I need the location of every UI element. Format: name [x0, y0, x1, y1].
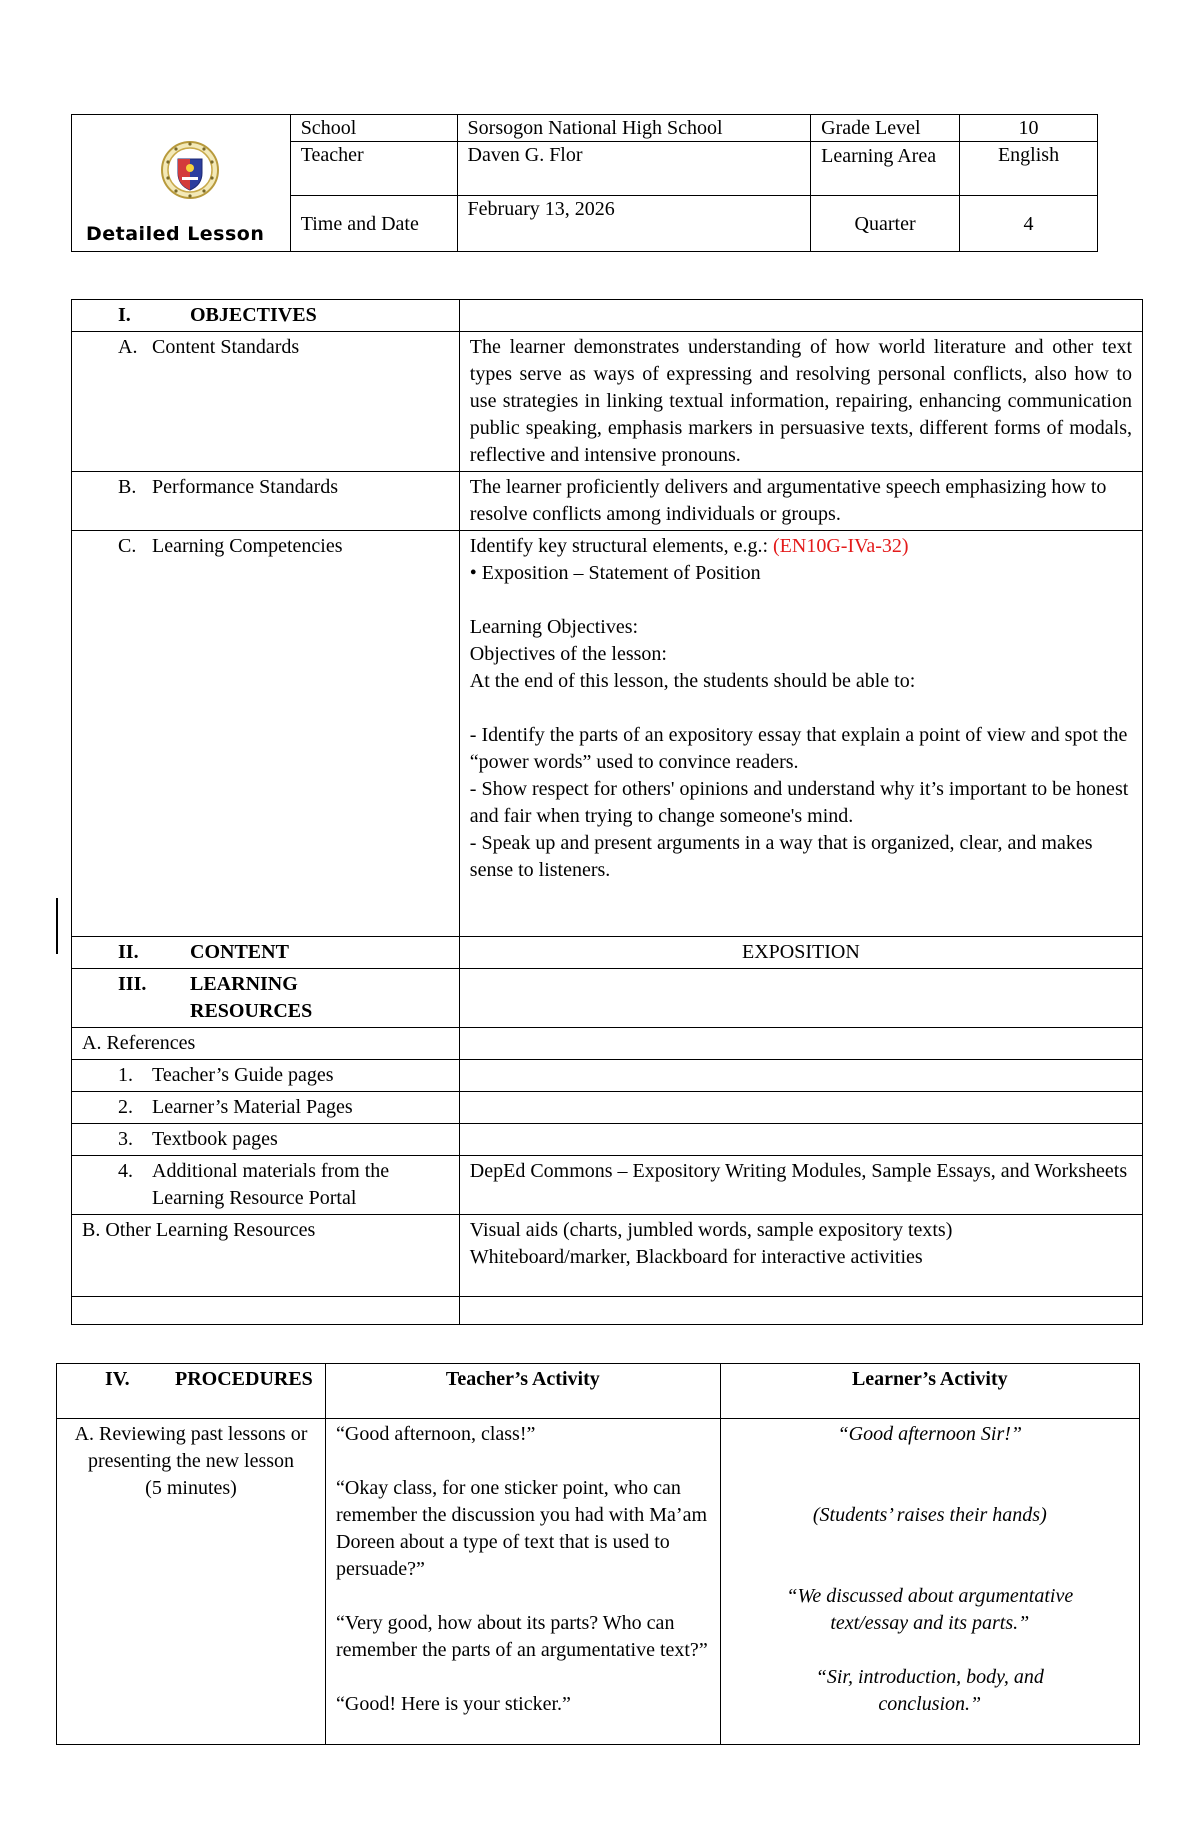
competency-code: (EN10G-IVa-32) [773, 535, 909, 557]
resources-heading: III. LEARNING RESOURCES [72, 969, 460, 1028]
learner-activity-header: Learner’s Activity [720, 1364, 1139, 1419]
quarter-value: 4 [960, 196, 1098, 252]
references-value [459, 1028, 1142, 1060]
learning-competencies-label: C. Learning Competencies [72, 531, 460, 937]
school-value: Sorsogon National High School [457, 115, 811, 142]
learner-activity: “Good afternoon Sir!” (Students’ raises their hands) “We discussed about argumentative text/essay and its parts.” “Sir, introduction, body, and conclusion.” [720, 1419, 1139, 1745]
other-resources-value: Visual aids (charts, jumbled words, sample expository texts) Whiteboard/marker, Blackboard for interactive activities [459, 1215, 1142, 1297]
objectives-heading: I. OBJECTIVES [72, 300, 460, 332]
performance-standards-text: The learner proficiently delivers and argumentative speech emphasizing how to resolve conflicts among individuals or groups. [459, 472, 1142, 531]
objective-item: - Show respect for others' opinions and understand why it’s important to be honest and fair when trying to change someone's mind. [469, 778, 1129, 827]
references-label: A. References [72, 1028, 460, 1060]
procedures-heading: IV. PROCEDURES [57, 1364, 326, 1419]
teacher-activity: “Good afternoon, class!” “Okay class, for one sticker point, who can remember the discussion you had with Ma’am Doreen about a type of text that is used to persuade?” “Very good, how about its parts? Who can remember the parts of an argumentative text?” “Good! Here is your sticker.” [326, 1419, 721, 1745]
area-value: English [960, 142, 1098, 196]
resource-item: 3. Textbook pages [72, 1124, 460, 1156]
objective-item: - Speak up and present arguments in a way that is organized, clear, and makes sense to listeners. [469, 832, 1093, 881]
time-label: Time and Date [290, 196, 457, 252]
school-label: School [290, 115, 457, 142]
grade-value: 10 [960, 115, 1098, 142]
resources-heading-value [459, 969, 1142, 1028]
header-table [71, 114, 1098, 252]
performance-standards-label: B. Performance Standards [72, 472, 460, 531]
content-standards-text: The learner demonstrates understanding of how world literature and other text types serve as ways of expressing and resolving personal conflicts, also how to use strategies in linking textual information, repairing, enhancing communication public speaking, emphasis markers in persuasive texts, different forms of modals, reflective and intensive pronouns. [459, 332, 1142, 472]
quarter-label: Quarter [811, 196, 960, 252]
teacher-value: Daven G. Flor [457, 142, 811, 196]
logo-cell [72, 115, 291, 252]
objective-item: - Identify the parts of an expository essay that explain a point of view and spot the “power words” used to convince readers. [469, 724, 1128, 773]
resource-item-value [459, 1092, 1142, 1124]
content-heading: II. CONTENT [72, 937, 460, 969]
procedures-table [56, 1363, 1140, 1745]
content-value: EXPOSITION [459, 937, 1142, 969]
resource-item: 2. Learner’s Material Pages [72, 1092, 460, 1124]
resource-item: 1. Teacher’s Guide pages [72, 1060, 460, 1092]
other-resources-label: B. Other Learning Resources [72, 1215, 460, 1297]
empty-cell [459, 1297, 1142, 1325]
area-label: Learning Area [811, 142, 960, 196]
empty-cell [72, 1297, 460, 1325]
objectives-heading-value [459, 300, 1142, 332]
time-value: February 13, 2026 [457, 196, 811, 252]
resource-item-value [459, 1060, 1142, 1092]
content-standards-label: A. Content Standards [72, 332, 460, 472]
lesson-plan-table [71, 299, 1143, 1325]
grade-label: Grade Level [811, 115, 960, 142]
doc-label: Detailed Lesson [86, 223, 265, 245]
resource-item-value [459, 1124, 1142, 1156]
resource-item: 4. Additional materials from the Learning Resource Portal [72, 1156, 460, 1215]
text-cursor-mark [56, 898, 58, 954]
step-a-label: A. Reviewing past lessons or presenting the new lesson (5 minutes) [57, 1419, 326, 1745]
resource-item-value: DepEd Commons – Expository Writing Modules, Sample Essays, and Worksheets [459, 1156, 1142, 1215]
teacher-label: Teacher [290, 142, 457, 196]
learning-competencies-text: Identify key structural elements, e.g.: (EN10G-IVa-32) • Exposition – Statement of Position Learning Objectives: Objectives of the lesson: At the end of this lesson, the students should be able to: - Identify the parts of an expository essay that explain a point of view and spot the “power words” used to convince readers. - Show respect for others' opinions and understand why it’s important to be honest and fair when trying to change someone's mind. - Speak up and present arguments in a way that is organized, clear, and makes sense to listeners. [459, 531, 1142, 937]
teacher-activity-header: Teacher’s Activity [326, 1364, 721, 1419]
deped-seal-icon [160, 135, 220, 205]
